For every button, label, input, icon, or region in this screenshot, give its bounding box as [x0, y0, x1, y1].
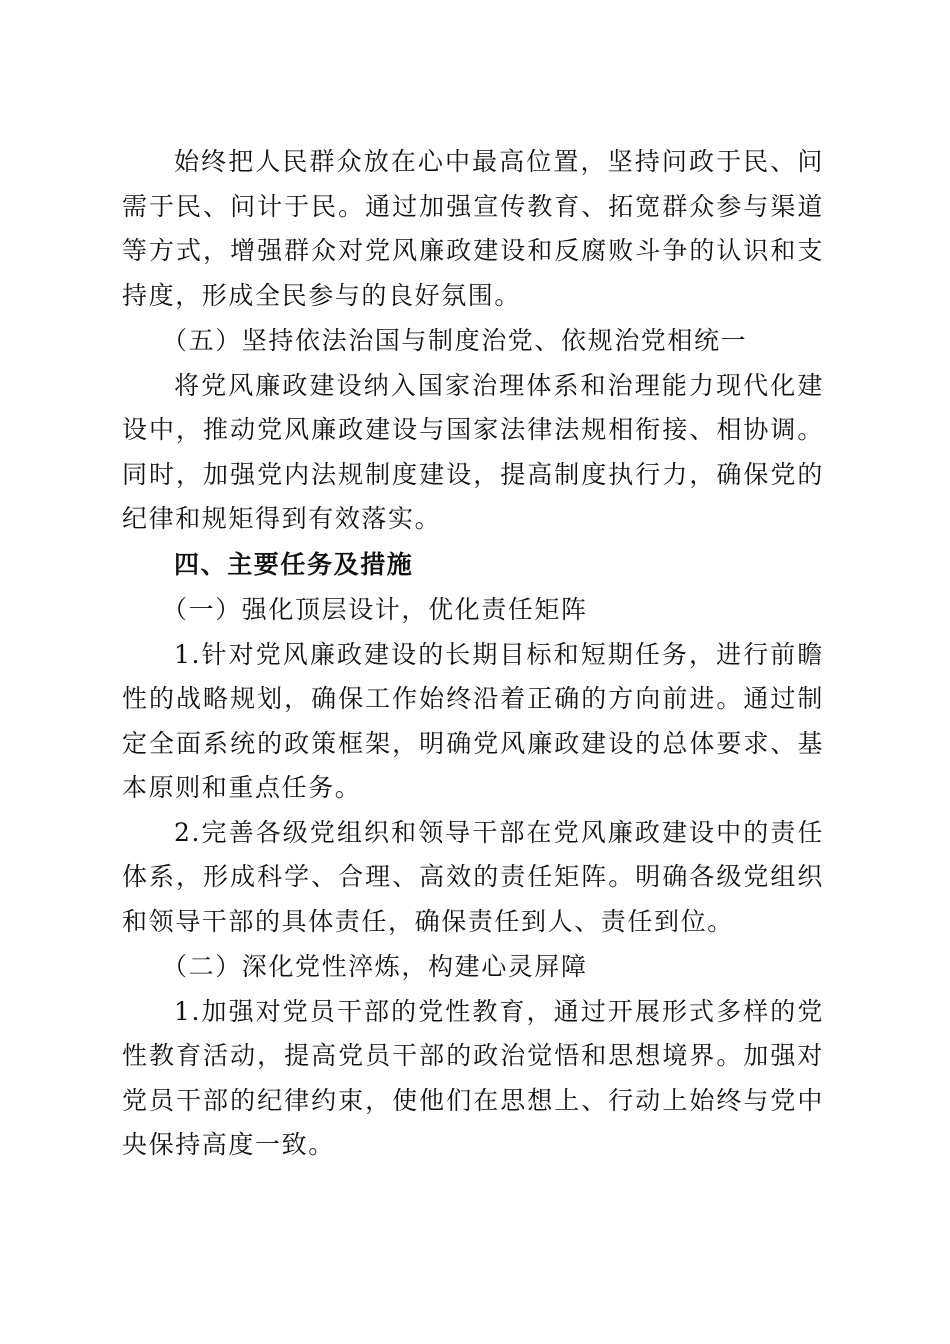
paragraph-strategic-planning: 1.针对党风廉政建设的长期目标和短期任务，进行前瞻性的战略规划，确保工作始终沿着正确的方向前进。通过制定全面系统的政策框架，明确党风廉政建设的总体要求、基本原则和重点任务。 [122, 639, 824, 802]
subheading-rule-of-law: （五）坚持依法治国与制度治党、依规治党相统一 [162, 326, 748, 355]
paragraph-party-education: 1.加强对党员干部的党性教育，通过开展形式多样的党性教育活动，提高党员干部的政治觉悟和思想境界。加强对党员干部的纪律约束，使他们在思想上、行动上始终与党中央保持高度一致。 [122, 996, 824, 1159]
paragraph-people-first: 始终把人民群众放在心中最高位置，坚持问政于民、问需于民、问计于民。通过加强宣传教育、拓宽群众参与渠道等方式，增强群众对党风廉政建设和反腐败斗争的认识和支持度，形成全民参与的良好氛围。 [122, 147, 824, 310]
section-heading-main-tasks: 四、主要任务及措施 [174, 549, 414, 579]
paragraph-responsibility-system: 2.完善各级党组织和领导干部在党风廉政建设中的责任体系，形成科学、合理、高效的责任矩阵。明确各级党组织和领导干部的具体责任，确保责任到人、责任到位。 [122, 817, 824, 936]
document-body [122, 140, 824, 1168]
paragraph-national-governance: 将党风廉政建设纳入国家治理体系和治理能力现代化建设中，推动党风廉政建设与国家法律法规相衔接、相协调。同时，加强党内法规制度建设，提高制度执行力，确保党的纪律和规矩得到有效落实。 [122, 370, 824, 533]
subheading-party-spirit: （二）深化党性淬炼，构建心灵屏障 [162, 952, 588, 981]
subheading-top-level-design: （一）强化顶层设计，优化责任矩阵 [162, 595, 588, 624]
